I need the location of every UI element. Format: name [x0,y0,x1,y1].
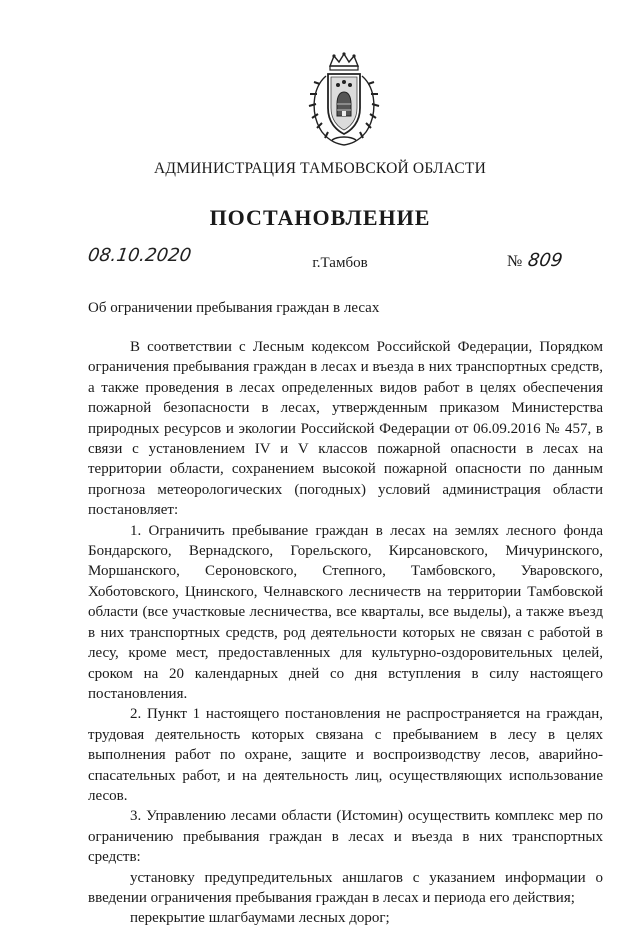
number-value: 809 [526,250,565,271]
clause-2-paragraph: 2. Пункт 1 настоящего постановления не распространяется на граждан, трудовая деятельность которых связана с пребыванием в лесу в целях выполнения работ по охране, защите и воспроизводству лесов, аварийно-спасательных работ, и на деятельность лиц, осуществляющих использование лесов. [88,706,603,804]
document-type-title: ПОСТАНОВЛЕНИЕ [209,205,431,230]
clause-1-paragraph: 1. Ограничить пребывание граждан в лесах на землях лесного фонда Бондарского, Вернадского, Горельского, Кирсановского, Мичуринского, Моршанского, Сероновского, Степного, Тамбовского, Уваровского, Хоботовского, Цнинского, Челнавского лесничеств на территории Тамбовской области (все участковые лесничества, все кварталы, все выделы), а также въезд в них транспортных средств, род деятельности которых не связан с работой в лесу, кроме мест, предоставленных для культурно-оздоровительных целей, сроком на 20 календарных дней со дня вступления в силу настоящего постановления. [88,522,603,702]
document-subject: Об ограничении пребывания граждан в лесах [88,300,380,316]
preamble-paragraph: В соответствии с Лесным кодексом Российской Федерации, Порядком ограничения пребывания граждан в лесах и въезда в них транспортных средств, а также проведения в лесах определенных видов работ в целях обеспечения пожарной безопасности в лесах, утвержденным приказом Министерства природных ресурсов и экологии Российской Федерации от 06.09.2016 № 457, в связи с установлением IV и V классов пожарной опасности в лесах на территории области, сохранением высокой пожарной опасности по данным прогноза метеорологических (погодных) условий администрация области постановляет: [88,339,603,519]
document-date: 08.10.2020 [86,245,193,266]
clause-3-item-barriers: перекрытие шлагбаумами лесных дорог; [130,910,390,927]
document-body [88,337,603,929]
number-sign: № [507,253,523,270]
clause-3-item-signs: установку предупредительных аншлагов с указанием информации о введении ограничения пребывания граждан в лесах и периода его действия; [88,869,603,906]
document-number [507,250,563,271]
coat-of-arms-emblem [308,52,380,150]
issuing-authority: АДМИНИСТРАЦИЯ ТАМБОВСКОЙ ОБЛАСТИ [154,160,486,177]
document-city: г.Тамбов [312,255,368,271]
clause-3-paragraph: 3. Управлению лесами области (Истомин) осуществить комплекс мер по ограничению пребывания граждан в лесах и въезда в них транспортных средств: [88,808,603,866]
